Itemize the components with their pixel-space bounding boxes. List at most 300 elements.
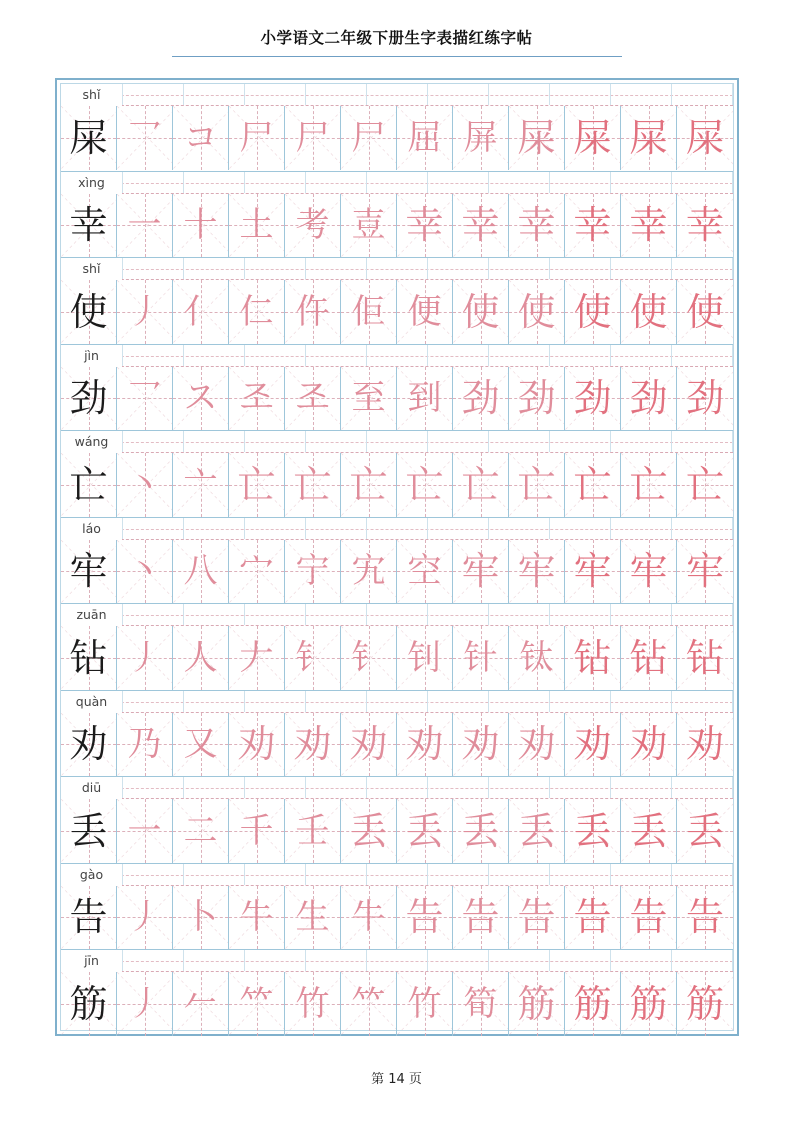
practice-cell [397,713,453,777]
practice-cell [565,626,621,690]
grid-divider [732,950,733,971]
grid-divider [610,345,611,366]
model-character-cell [61,280,117,344]
model-character-cell [61,799,117,863]
grid-divider [122,691,123,712]
stroke-step-character: 屎 [685,115,724,160]
stroke-step-character: 丢 [573,808,612,853]
grid-divider [427,431,428,452]
stroke-step-character: 壴 [351,205,386,246]
stroke-step-character: 牢 [517,549,556,594]
stroke-step-character: 亻 [183,291,218,332]
practice-cell [285,799,341,863]
practice-cell [341,972,397,1036]
grid-divider [122,345,123,366]
model-character-cell [61,106,117,170]
stroke-step-character: 钻 [629,635,668,680]
grid-divider [183,258,184,279]
practice-cell [229,367,285,431]
stroke-step-character: 钅 [295,637,330,678]
practice-cell [453,799,509,863]
grid-divider [366,431,367,452]
grid-divider [488,431,489,452]
practice-cell [621,799,677,863]
stroke-step-character: 亡 [461,462,500,507]
practice-cell [565,106,621,170]
grid-divider [183,172,184,193]
practice-cell [509,972,565,1036]
practice-cell [509,106,565,170]
practice-cell [565,194,621,258]
grid-divider [549,518,550,539]
practice-cell [173,540,229,604]
stroke-step-character: 𠂇 [239,637,274,678]
model-character-cell [61,886,117,950]
practice-cell [285,280,341,344]
grid-divider [732,777,733,798]
grid-divider [610,950,611,971]
practice-cell [397,799,453,863]
grid-divider [610,431,611,452]
grid-divider [305,777,306,798]
stroke-step-character: 告 [517,895,556,940]
pinyin-strip [61,345,733,367]
stroke-step-character: 劝 [461,722,500,767]
grid-divider [244,431,245,452]
practice-cell [285,540,341,604]
pinyin-label: zuān [61,604,122,626]
grid-divider [122,864,123,885]
practice-cell [509,886,565,950]
stroke-step-character: 生 [295,897,330,938]
grid-divider [244,518,245,539]
grid-divider [366,604,367,625]
grid-divider [488,518,489,539]
practice-cell [621,453,677,517]
practice-cell [229,106,285,170]
stroke-step-character: 筋 [629,981,668,1026]
stroke-step-character: 告 [405,895,444,940]
stroke-step-character: 劲 [685,376,724,421]
grid-divider [183,431,184,452]
practice-cell [117,799,173,863]
grid-divider [244,950,245,971]
grid-divider [488,777,489,798]
stroke-step-character: 丢 [685,808,724,853]
practice-cell [621,194,677,258]
stroke-step-character: 亡 [685,462,724,507]
practice-cell [229,886,285,950]
stroke-step-character: 𠂉 [183,983,218,1024]
pinyin-strip [61,431,733,453]
stroke-step-character: 牢 [685,549,724,594]
stroke-step-character: 使 [517,289,556,334]
practice-row [61,430,733,517]
stroke-step-character: 仁 [239,291,274,332]
practice-row [61,344,733,431]
practice-cell [117,367,173,431]
stroke-step-character: 屎 [629,115,668,160]
grid-divider [549,172,550,193]
character-cells [61,280,733,344]
stroke-step-character: 告 [573,895,612,940]
grid-divider [732,431,733,452]
practice-cell [397,194,453,258]
stroke-step-character: 丶 [127,551,162,592]
stroke-step-character: 丢 [405,808,444,853]
grid-divider [549,691,550,712]
practice-cell [453,194,509,258]
stroke-step-character: 便 [407,291,442,332]
grid-divider [610,518,611,539]
practice-cell [173,280,229,344]
stroke-step-character: 到 [407,378,442,419]
practice-cell [453,280,509,344]
practice-cell [453,453,509,517]
grid-divider [488,691,489,712]
stroke-step-character: 劲 [629,376,668,421]
pinyin-label: shǐ [61,84,122,106]
practice-cell [173,972,229,1036]
practice-cell [677,453,733,517]
grid-divider [305,431,306,452]
practice-cell [173,367,229,431]
stroke-step-character: 조 [296,378,329,419]
practice-cell [509,453,565,517]
practice-cell [453,540,509,604]
stroke-step-character: 针 [463,637,498,678]
grid-divider [671,431,672,452]
practice-row [61,603,733,690]
stroke-step-character: 丶 [127,464,162,505]
grid-divider [305,172,306,193]
pinyin-strip [61,172,733,194]
practice-cell [117,106,173,170]
practice-cell [621,540,677,604]
practice-cell [677,280,733,344]
practice-cell [677,194,733,258]
grid-divider [366,864,367,885]
pinyin-strip [61,777,733,799]
stroke-step-character: 空 [407,551,442,592]
grid-divider [549,604,550,625]
practice-row [61,776,733,863]
stroke-step-character: 佢 [351,291,386,332]
grid-divider [671,172,672,193]
pinyin-label: gào [61,864,122,886]
grid-divider [366,345,367,366]
grid-divider [610,258,611,279]
grid-divider [549,345,550,366]
grid-divider [610,864,611,885]
grid-divider [366,691,367,712]
grid-divider [244,172,245,193]
model-character: 幸 [69,203,108,248]
grid-divider [427,864,428,885]
stroke-step-character: 千 [239,810,274,851]
practice-cell [565,540,621,604]
stroke-step-character: 告 [461,895,500,940]
model-character-cell [61,453,117,517]
stroke-step-character: 筋 [685,981,724,1026]
stroke-step-character: 使 [461,289,500,334]
grid-divider [183,84,184,105]
practice-cell [453,713,509,777]
practice-cell [509,540,565,604]
stroke-step-character: 𥫗 [351,983,386,1024]
stroke-step-character: 筋 [517,981,556,1026]
grid-divider [732,691,733,712]
practice-cell [229,453,285,517]
grid-divider [671,604,672,625]
practice-cell [397,367,453,431]
stroke-step-character: 丢 [461,808,500,853]
grid-divider [183,604,184,625]
practice-cell [509,799,565,863]
stroke-step-character: 屎 [573,115,612,160]
pinyin-strip [61,84,733,106]
stroke-step-character: 宀 [239,551,274,592]
stroke-step-character: 人 [183,637,218,678]
stroke-step-character: 屈 [407,117,442,158]
stroke-step-character: 一 [127,810,162,851]
grid-divider [305,950,306,971]
stroke-step-character: 劝 [237,722,276,767]
practice-row [61,84,733,171]
grid-divider [549,864,550,885]
stroke-step-character: 筋 [573,981,612,1026]
stroke-step-character: ス [183,378,218,419]
stroke-step-character: 劝 [573,722,612,767]
practice-cell [677,972,733,1036]
character-cells [61,972,733,1036]
grid-divider [244,777,245,798]
practice-cell [117,972,173,1036]
stroke-step-character: コ [183,117,218,158]
stroke-step-character: 丿 [127,983,162,1024]
practice-row [61,863,733,950]
stroke-step-character: 丿 [127,637,162,678]
stroke-step-character: 劲 [573,376,612,421]
practice-cell [229,972,285,1036]
stroke-step-character: 又 [183,724,218,765]
practice-cell [341,713,397,777]
grid-divider [366,258,367,279]
grid-divider [732,345,733,366]
stroke-step-character: 钅 [351,637,386,678]
model-character-cell [61,194,117,258]
stroke-step-character: 牛 [239,897,274,938]
stroke-step-character: 钊 [407,637,442,678]
practice-cell [229,713,285,777]
grid-divider [488,950,489,971]
stroke-step-character: 尸 [239,117,274,158]
model-character: 钻 [69,635,108,680]
stroke-step-character: 劝 [685,722,724,767]
stroke-step-character: 劲 [517,376,556,421]
grid-divider [488,84,489,105]
practice-cell [285,367,341,431]
practice-cell [453,106,509,170]
stroke-step-character: 考 [295,205,330,246]
stroke-step-character: 仵 [295,291,330,332]
practice-cell [509,194,565,258]
stroke-step-character: 조 [240,378,273,419]
grid-divider [366,950,367,971]
stroke-step-character: 幸 [573,203,612,248]
stroke-step-character: 屏 [463,117,498,158]
stroke-step-character: 幸 [405,203,444,248]
grid-divider [183,777,184,798]
practice-cell [397,106,453,170]
model-character: 劝 [69,722,108,767]
character-cells [61,453,733,517]
grid-divider [732,258,733,279]
pinyin-strip [61,864,733,886]
practice-cell [285,194,341,258]
practice-row [61,257,733,344]
stroke-step-character: 告 [629,895,668,940]
grid-divider [305,258,306,279]
stroke-step-character: 乛 [127,117,162,158]
model-character-cell [61,626,117,690]
grid-divider [305,84,306,105]
pinyin-strip [61,258,733,280]
practice-cell [677,540,733,604]
pinyin-strip [61,604,733,626]
stroke-step-character: 乃 [127,724,162,765]
grid-divider [732,84,733,105]
grid-divider [732,864,733,885]
grid-divider [366,518,367,539]
practice-cell [565,972,621,1036]
practice-cell [621,106,677,170]
model-character: 屎 [69,115,108,160]
practice-cell [397,626,453,690]
practice-cell [229,194,285,258]
practice-cell [341,626,397,690]
stroke-step-character: 二 [183,810,218,851]
stroke-step-character: 亡 [573,462,612,507]
practice-cell [677,886,733,950]
stroke-step-character: 丢 [629,808,668,853]
grid-divider [305,864,306,885]
character-cells [61,194,733,258]
practice-cell [509,280,565,344]
practice-cell [621,972,677,1036]
practice-cell [621,367,677,431]
practice-cell [565,799,621,863]
pinyin-label: shǐ [61,258,122,280]
stroke-step-character: 一 [127,205,162,246]
practice-cell [285,713,341,777]
practice-rows [61,84,733,1036]
practice-cell [565,713,621,777]
grid-divider [610,172,611,193]
stroke-step-character: 钛 [519,637,554,678]
grid-divider [488,258,489,279]
practice-row [61,949,733,1036]
practice-cell [509,367,565,431]
practice-cell [565,886,621,950]
practice-cell [117,886,173,950]
stroke-step-character: 劝 [629,722,668,767]
stroke-step-character: 劝 [293,722,332,767]
practice-cell [117,626,173,690]
practice-cell [397,280,453,344]
grid-divider [427,604,428,625]
grid-divider [244,84,245,105]
practice-cell [173,106,229,170]
stroke-step-character: 劝 [349,722,388,767]
practice-cell [397,540,453,604]
practice-cell [285,626,341,690]
practice-cell [117,540,173,604]
stroke-step-character: 亡 [349,462,388,507]
stroke-step-character: 至 [351,378,386,419]
practice-cell [509,713,565,777]
model-character: 亡 [69,462,108,507]
grid-divider [671,84,672,105]
practice-cell [173,194,229,258]
stroke-step-character: 丿 [127,897,162,938]
grid-divider [671,864,672,885]
stroke-step-character: 使 [629,289,668,334]
practice-cell [397,886,453,950]
stroke-step-character: 壬 [295,810,330,851]
stroke-step-character: 𥫗 [239,983,274,1024]
grid-divider [305,604,306,625]
grid-divider [244,258,245,279]
stroke-step-character: 宄 [351,551,386,592]
grid-divider [427,777,428,798]
practice-row [61,690,733,777]
grid-divider [427,691,428,712]
stroke-step-character: 尸 [351,117,386,158]
grid-divider [122,172,123,193]
practice-cell [565,367,621,431]
practice-cell [285,453,341,517]
stroke-step-character: 亡 [405,462,444,507]
practice-cell [341,194,397,258]
practice-cell [565,280,621,344]
practice-cell [565,453,621,517]
grid-divider [671,345,672,366]
stroke-step-character: 丿 [127,291,162,332]
model-character: 筋 [69,981,108,1026]
grid-divider [549,84,550,105]
practice-cell [453,626,509,690]
practice-cell [621,713,677,777]
practice-cell [173,453,229,517]
stroke-step-character: 尸 [295,117,330,158]
practice-cell [453,972,509,1036]
practice-cell [453,886,509,950]
pinyin-label: jīn [61,950,122,972]
page-footer: 第 14 页 [371,1072,422,1087]
stroke-step-character: 乛 [127,378,162,419]
grid-divider [610,777,611,798]
stroke-step-character: 牢 [573,549,612,594]
title-divider [172,56,622,57]
practice-cell [285,106,341,170]
practice-cell [677,626,733,690]
stroke-step-character: 牛 [351,897,386,938]
stroke-step-character: 告 [685,895,724,940]
practice-cell [677,799,733,863]
grid-divider [610,604,611,625]
stroke-step-character: 屎 [517,115,556,160]
